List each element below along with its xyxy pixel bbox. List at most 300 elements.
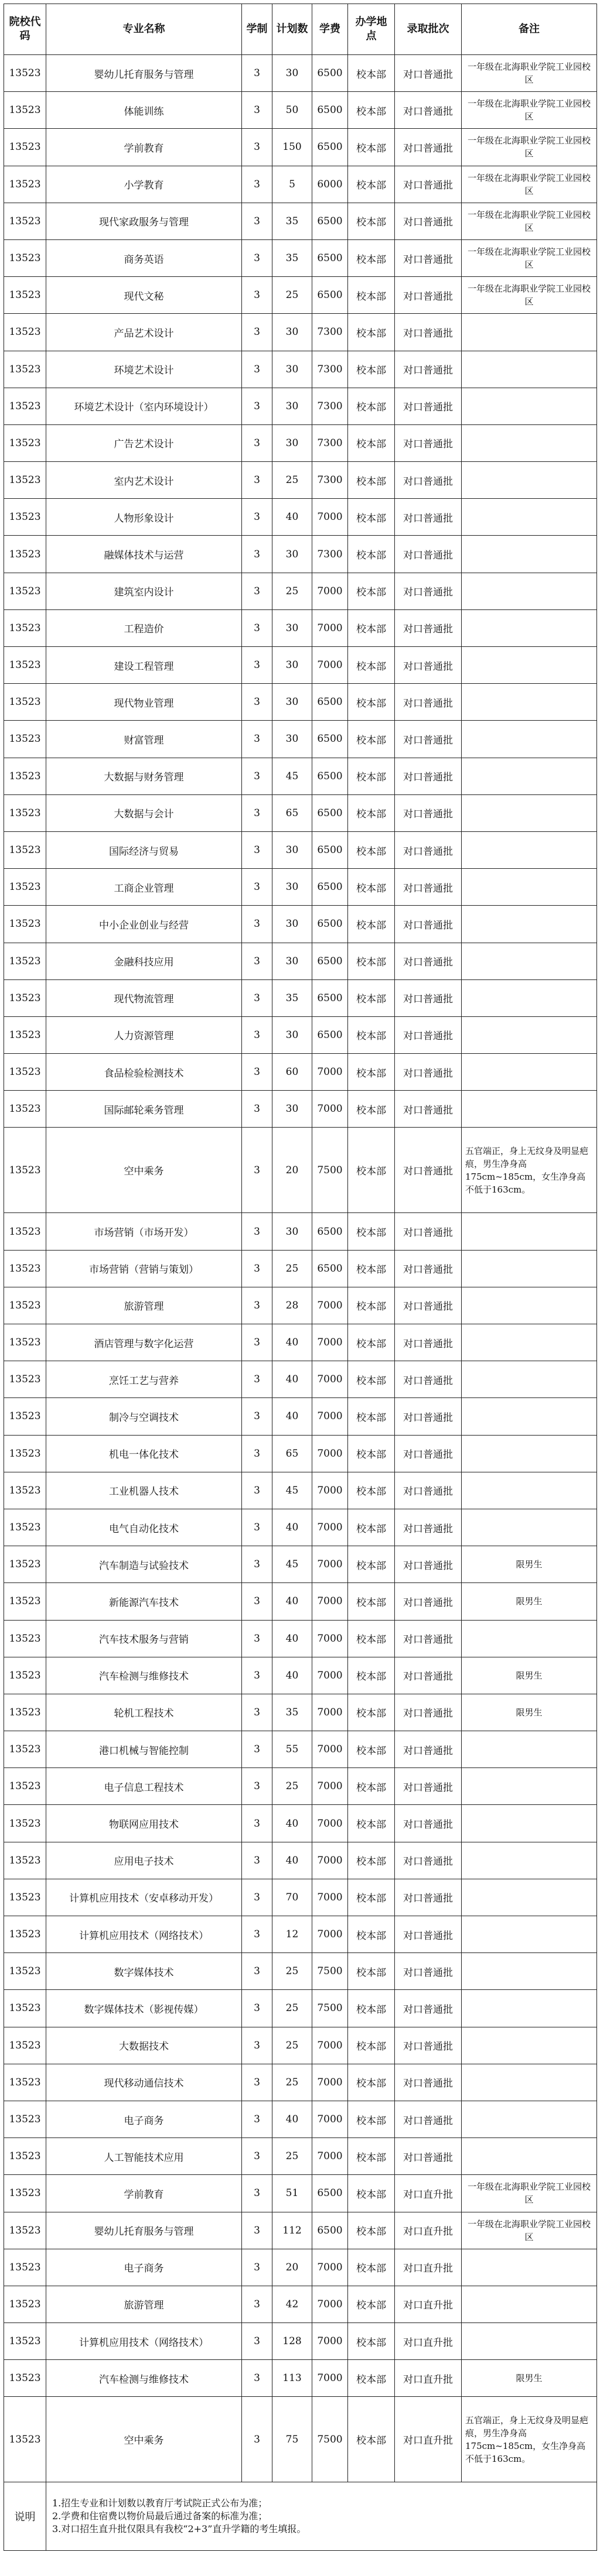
cell-plan: 25 [272, 573, 312, 609]
cell-code: 13523 [4, 1398, 46, 1435]
cell-plan: 30 [272, 388, 312, 424]
table-row [4, 1768, 597, 1805]
cell-plan: 28 [272, 1287, 312, 1324]
cell-batch: 对口普通批 [395, 684, 462, 721]
header-code: 院校代码 [4, 4, 46, 55]
cell-note: 一年级在北海职业学院工业园校区 [462, 55, 597, 92]
cell-years: 3 [242, 1091, 272, 1128]
cell-major: 现代移动通信技术 [46, 2064, 242, 2101]
cell-code: 13523 [4, 906, 46, 943]
cell-code: 13523 [4, 1128, 46, 1213]
cell-fee: 7000 [312, 1546, 348, 1583]
cell-note [462, 1016, 597, 1053]
cell-years: 3 [242, 1287, 272, 1324]
table-row [4, 1091, 597, 1128]
cell-years: 3 [242, 277, 272, 314]
cell-plan: 30 [272, 943, 312, 979]
cell-batch: 对口普通批 [395, 92, 462, 129]
table-row [4, 1916, 597, 1953]
cell-years: 3 [242, 943, 272, 979]
cell-code: 13523 [4, 1879, 46, 1916]
cell-fee: 6500 [312, 758, 348, 794]
admissions-plan-sheet [4, 4, 596, 2551]
cell-location: 校本部 [348, 1250, 395, 1287]
cell-plan: 25 [272, 462, 312, 499]
cell-plan: 65 [272, 794, 312, 831]
cell-location: 校本部 [348, 2138, 395, 2175]
cell-batch: 对口普通批 [395, 424, 462, 461]
cell-location: 校本部 [348, 239, 395, 276]
cell-major: 轮机工程技术 [46, 1694, 242, 1731]
cell-major: 新能源汽车技术 [46, 1583, 242, 1620]
cell-batch: 对口普通批 [395, 1990, 462, 2027]
cell-location: 校本部 [348, 2064, 395, 2101]
cell-note: 一年级在北海职业学院工业园校区 [462, 277, 597, 314]
cell-note [462, 1879, 597, 1916]
cell-location: 校本部 [348, 2249, 395, 2286]
cell-note [462, 2286, 597, 2322]
cell-code: 13523 [4, 1509, 46, 1546]
table-row [4, 1842, 597, 1879]
cell-batch: 对口普通批 [395, 831, 462, 868]
cell-batch: 对口普通批 [395, 1324, 462, 1361]
cell-note [462, 794, 597, 831]
footer-note-line: 3.对口招生直升批仅限具有我校“2+3”直升学籍的考生填报。 [52, 2523, 306, 2535]
cell-plan: 42 [272, 2286, 312, 2322]
cell-code: 13523 [4, 684, 46, 721]
table-row [4, 1213, 597, 1250]
cell-plan: 25 [272, 1250, 312, 1287]
cell-major: 汽车技术服务与营销 [46, 1620, 242, 1657]
cell-major: 财富管理 [46, 721, 242, 758]
cell-fee: 7000 [312, 1620, 348, 1657]
cell-note [462, 684, 597, 721]
cell-plan: 35 [272, 203, 312, 239]
table-row [4, 92, 597, 129]
cell-fee: 6500 [312, 684, 348, 721]
cell-years: 3 [242, 1324, 272, 1361]
cell-major: 人工智能技术应用 [46, 2138, 242, 2175]
cell-location: 校本部 [348, 869, 395, 906]
cell-code: 13523 [4, 351, 46, 388]
header-years: 学制 [242, 4, 272, 55]
cell-code: 13523 [4, 55, 46, 92]
cell-years: 3 [242, 1016, 272, 1053]
cell-fee: 7000 [312, 1287, 348, 1324]
table-row [4, 2323, 597, 2360]
cell-years: 3 [242, 1879, 272, 1916]
cell-batch: 对口直升批 [395, 2249, 462, 2286]
cell-note [462, 1435, 597, 1472]
cell-note [462, 351, 597, 388]
cell-years: 3 [242, 906, 272, 943]
cell-code: 13523 [4, 2249, 46, 2286]
cell-years: 3 [242, 2212, 272, 2249]
cell-note [462, 1953, 597, 1990]
cell-location: 校本部 [348, 1620, 395, 1657]
cell-note [462, 943, 597, 979]
cell-batch: 对口普通批 [395, 1509, 462, 1546]
header-plan: 计划数 [272, 4, 312, 55]
cell-batch: 对口直升批 [395, 2212, 462, 2249]
table-row [4, 536, 597, 573]
cell-major: 酒店管理与数字化运营 [46, 1324, 242, 1361]
cell-major: 现代家政服务与管理 [46, 203, 242, 239]
cell-location: 校本部 [348, 2323, 395, 2360]
cell-fee: 7000 [312, 609, 348, 646]
cell-years: 3 [242, 314, 272, 351]
cell-years: 3 [242, 794, 272, 831]
table-row [4, 1324, 597, 1361]
table-row [4, 1250, 597, 1287]
cell-code: 13523 [4, 1054, 46, 1091]
cell-plan: 35 [272, 1694, 312, 1731]
cell-location: 校本部 [348, 1731, 395, 1768]
cell-years: 3 [242, 129, 272, 166]
cell-major: 婴幼儿托育服务与管理 [46, 55, 242, 92]
cell-note [462, 758, 597, 794]
cell-batch: 对口普通批 [395, 536, 462, 573]
cell-years: 3 [242, 573, 272, 609]
cell-batch: 对口普通批 [395, 277, 462, 314]
cell-batch: 对口普通批 [395, 573, 462, 609]
cell-plan: 25 [272, 1768, 312, 1805]
cell-code: 13523 [4, 1472, 46, 1509]
cell-note [462, 573, 597, 609]
cell-note [462, 1805, 597, 1842]
cell-code: 13523 [4, 794, 46, 831]
table-body [4, 55, 597, 2482]
cell-years: 3 [242, 1953, 272, 1990]
cell-batch: 对口直升批 [395, 2286, 462, 2322]
cell-code: 13523 [4, 2360, 46, 2397]
cell-batch: 对口普通批 [395, 794, 462, 831]
cell-batch: 对口普通批 [395, 2027, 462, 2064]
cell-code: 13523 [4, 92, 46, 129]
cell-fee: 7000 [312, 1091, 348, 1128]
cell-batch: 对口普通批 [395, 758, 462, 794]
cell-major: 机电一体化技术 [46, 1435, 242, 1472]
table-row [4, 1016, 597, 1053]
cell-location: 校本部 [348, 1054, 395, 1091]
cell-fee: 7000 [312, 1435, 348, 1472]
cell-note [462, 1324, 597, 1361]
cell-location: 校本部 [348, 1694, 395, 1731]
cell-note [462, 1620, 597, 1657]
cell-note: 一年级在北海职业学院工业园校区 [462, 129, 597, 166]
cell-years: 3 [242, 609, 272, 646]
cell-fee: 7300 [312, 388, 348, 424]
cell-plan: 45 [272, 1546, 312, 1583]
cell-plan: 12 [272, 1916, 312, 1953]
cell-plan: 5 [272, 166, 312, 203]
cell-batch: 对口普通批 [395, 1620, 462, 1657]
cell-plan: 30 [272, 831, 312, 868]
cell-major: 环境艺术设计（室内环境设计） [46, 388, 242, 424]
cell-years: 3 [242, 1805, 272, 1842]
cell-note [462, 979, 597, 1016]
cell-location: 校本部 [348, 129, 395, 166]
cell-location: 校本部 [348, 1091, 395, 1128]
cell-code: 13523 [4, 1016, 46, 1053]
cell-location: 校本部 [348, 1990, 395, 2027]
cell-years: 3 [242, 1583, 272, 1620]
cell-plan: 30 [272, 1091, 312, 1128]
cell-years: 3 [242, 1990, 272, 2027]
cell-batch: 对口普通批 [395, 1213, 462, 1250]
cell-fee: 7000 [312, 1916, 348, 1953]
cell-code: 13523 [4, 2286, 46, 2322]
cell-note [462, 424, 597, 461]
cell-years: 3 [242, 166, 272, 203]
cell-code: 13523 [4, 203, 46, 239]
cell-fee: 7000 [312, 2064, 348, 2101]
cell-batch: 对口普通批 [395, 1583, 462, 1620]
cell-code: 13523 [4, 1694, 46, 1731]
table-row [4, 943, 597, 979]
footer-note-line: 1.招生专业和计划数以教育厅考试院正式公布为准； [52, 2498, 268, 2509]
table-row [4, 609, 597, 646]
cell-location: 校本部 [348, 721, 395, 758]
cell-location: 校本部 [348, 1546, 395, 1583]
cell-years: 3 [242, 647, 272, 684]
cell-code: 13523 [4, 1091, 46, 1128]
cell-years: 3 [242, 1054, 272, 1091]
cell-location: 校本部 [348, 203, 395, 239]
cell-major: 室内艺术设计 [46, 462, 242, 499]
cell-years: 3 [242, 239, 272, 276]
table-row [4, 1472, 597, 1509]
cell-location: 校本部 [348, 2101, 395, 2137]
cell-note [462, 314, 597, 351]
cell-code: 13523 [4, 2064, 46, 2101]
cell-major: 小学教育 [46, 166, 242, 203]
cell-years: 3 [242, 55, 272, 92]
table-row [4, 129, 597, 166]
table-row [4, 2064, 597, 2101]
cell-location: 校本部 [348, 1842, 395, 1879]
cell-major: 人物形象设计 [46, 499, 242, 536]
cell-code: 13523 [4, 1620, 46, 1657]
cell-years: 3 [242, 499, 272, 536]
cell-plan: 35 [272, 239, 312, 276]
cell-major: 计算机应用技术（网络技术） [46, 2323, 242, 2360]
cell-major: 工业机器人技术 [46, 1472, 242, 1509]
cell-major: 电子信息工程技术 [46, 1768, 242, 1805]
table-row [4, 2360, 597, 2397]
cell-fee: 7000 [312, 2286, 348, 2322]
cell-batch: 对口普通批 [395, 1435, 462, 1472]
cell-batch: 对口直升批 [395, 2360, 462, 2397]
cell-years: 3 [242, 2397, 272, 2482]
cell-code: 13523 [4, 1435, 46, 1472]
cell-location: 校本部 [348, 609, 395, 646]
cell-batch: 对口普通批 [395, 314, 462, 351]
cell-plan: 40 [272, 1509, 312, 1546]
cell-fee: 6500 [312, 831, 348, 868]
cell-batch: 对口普通批 [395, 1016, 462, 1053]
cell-major: 体能训练 [46, 92, 242, 129]
cell-fee: 7000 [312, 2323, 348, 2360]
cell-fee: 7000 [312, 1583, 348, 1620]
table-row [4, 55, 597, 92]
cell-note: 一年级在北海职业学院工业园校区 [462, 166, 597, 203]
cell-batch: 对口普通批 [395, 1250, 462, 1287]
cell-batch: 对口直升批 [395, 2397, 462, 2482]
cell-major: 大数据技术 [46, 2027, 242, 2064]
cell-fee: 6500 [312, 1250, 348, 1287]
cell-location: 校本部 [348, 1916, 395, 1953]
cell-note [462, 1768, 597, 1805]
cell-location: 校本部 [348, 277, 395, 314]
cell-batch: 对口普通批 [395, 239, 462, 276]
cell-major: 产品艺术设计 [46, 314, 242, 351]
table-row [4, 499, 597, 536]
cell-note [462, 1509, 597, 1546]
cell-major: 中小企业创业与经营 [46, 906, 242, 943]
cell-note [462, 609, 597, 646]
cell-years: 3 [242, 1546, 272, 1583]
cell-batch: 对口普通批 [395, 1879, 462, 1916]
cell-code: 13523 [4, 536, 46, 573]
cell-code: 13523 [4, 2027, 46, 2064]
cell-plan: 25 [272, 1990, 312, 2027]
cell-location: 校本部 [348, 906, 395, 943]
cell-major: 国际经济与贸易 [46, 831, 242, 868]
table-row [4, 1361, 597, 1398]
cell-major: 工商企业管理 [46, 869, 242, 906]
cell-major: 建筑室内设计 [46, 573, 242, 609]
cell-code: 13523 [4, 609, 46, 646]
cell-location: 校本部 [348, 1472, 395, 1509]
cell-batch: 对口普通批 [395, 1128, 462, 1213]
cell-plan: 75 [272, 2397, 312, 2482]
cell-plan: 51 [272, 2175, 312, 2212]
cell-note [462, 1916, 597, 1953]
cell-code: 13523 [4, 721, 46, 758]
cell-code: 13523 [4, 1250, 46, 1287]
cell-plan: 30 [272, 721, 312, 758]
cell-plan: 30 [272, 684, 312, 721]
table-row [4, 1287, 597, 1324]
cell-code: 13523 [4, 499, 46, 536]
cell-batch: 对口普通批 [395, 1731, 462, 1768]
cell-fee: 7000 [312, 1879, 348, 1916]
cell-location: 校本部 [348, 979, 395, 1016]
cell-location: 校本部 [348, 55, 395, 92]
cell-fee: 7300 [312, 424, 348, 461]
footer-label: 说明 [4, 2482, 46, 2551]
cell-major: 汽车检测与维修技术 [46, 2360, 242, 2397]
table-row [4, 794, 597, 831]
cell-major: 烹饪工艺与营养 [46, 1361, 242, 1398]
cell-fee: 7000 [312, 499, 348, 536]
cell-plan: 25 [272, 1953, 312, 1990]
cell-major: 国际邮轮乘务管理 [46, 1091, 242, 1128]
cell-location: 校本部 [348, 758, 395, 794]
cell-code: 13523 [4, 943, 46, 979]
cell-code: 13523 [4, 1842, 46, 1879]
cell-code: 13523 [4, 1916, 46, 1953]
cell-plan: 45 [272, 758, 312, 794]
table-row [4, 1509, 597, 1546]
cell-plan: 30 [272, 351, 312, 388]
cell-major: 金融科技应用 [46, 943, 242, 979]
cell-note: 限男生 [462, 1546, 597, 1583]
cell-code: 13523 [4, 1324, 46, 1361]
cell-note [462, 1091, 597, 1128]
cell-major: 建设工程管理 [46, 647, 242, 684]
table-row [4, 1128, 597, 1213]
cell-plan: 40 [272, 1620, 312, 1657]
table-row [4, 1435, 597, 1472]
cell-years: 3 [242, 388, 272, 424]
cell-years: 3 [242, 1842, 272, 1879]
cell-batch: 对口普通批 [395, 1287, 462, 1324]
cell-major: 物联网应用技术 [46, 1805, 242, 1842]
cell-plan: 20 [272, 2249, 312, 2286]
cell-batch: 对口普通批 [395, 351, 462, 388]
cell-location: 校本部 [348, 166, 395, 203]
cell-location: 校本部 [348, 314, 395, 351]
cell-plan: 30 [272, 647, 312, 684]
cell-note [462, 1842, 597, 1879]
cell-note [462, 536, 597, 573]
cell-years: 3 [242, 1472, 272, 1509]
cell-note: 限男生 [462, 1694, 597, 1731]
cell-note [462, 1398, 597, 1435]
cell-location: 校本部 [348, 831, 395, 868]
cell-years: 3 [242, 2360, 272, 2397]
table-row [4, 831, 597, 868]
cell-fee: 7000 [312, 1361, 348, 1398]
cell-years: 3 [242, 424, 272, 461]
cell-location: 校本部 [348, 499, 395, 536]
cell-plan: 40 [272, 1324, 312, 1361]
cell-years: 3 [242, 1435, 272, 1472]
cell-note: 一年级在北海职业学院工业园校区 [462, 203, 597, 239]
cell-note [462, 2249, 597, 2286]
cell-major: 融媒体技术与运营 [46, 536, 242, 573]
cell-code: 13523 [4, 573, 46, 609]
cell-major: 学前教育 [46, 129, 242, 166]
cell-batch: 对口普通批 [395, 1842, 462, 1879]
cell-note [462, 869, 597, 906]
cell-years: 3 [242, 1213, 272, 1250]
table-row [4, 203, 597, 239]
cell-batch: 对口普通批 [395, 55, 462, 92]
table-row [4, 869, 597, 906]
table-row [4, 979, 597, 1016]
cell-plan: 25 [272, 277, 312, 314]
table-row [4, 758, 597, 794]
cell-fee: 7000 [312, 2138, 348, 2175]
cell-batch: 对口普通批 [395, 2101, 462, 2137]
cell-years: 3 [242, 92, 272, 129]
cell-major: 电气自动化技术 [46, 1509, 242, 1546]
cell-plan: 150 [272, 129, 312, 166]
cell-major: 大数据与财务管理 [46, 758, 242, 794]
cell-batch: 对口普通批 [395, 462, 462, 499]
table-row [4, 1990, 597, 2027]
cell-note [462, 2027, 597, 2064]
cell-code: 13523 [4, 424, 46, 461]
cell-plan: 45 [272, 1472, 312, 1509]
cell-years: 3 [242, 1620, 272, 1657]
cell-major: 学前教育 [46, 2175, 242, 2212]
cell-plan: 113 [272, 2360, 312, 2397]
table-row [4, 314, 597, 351]
